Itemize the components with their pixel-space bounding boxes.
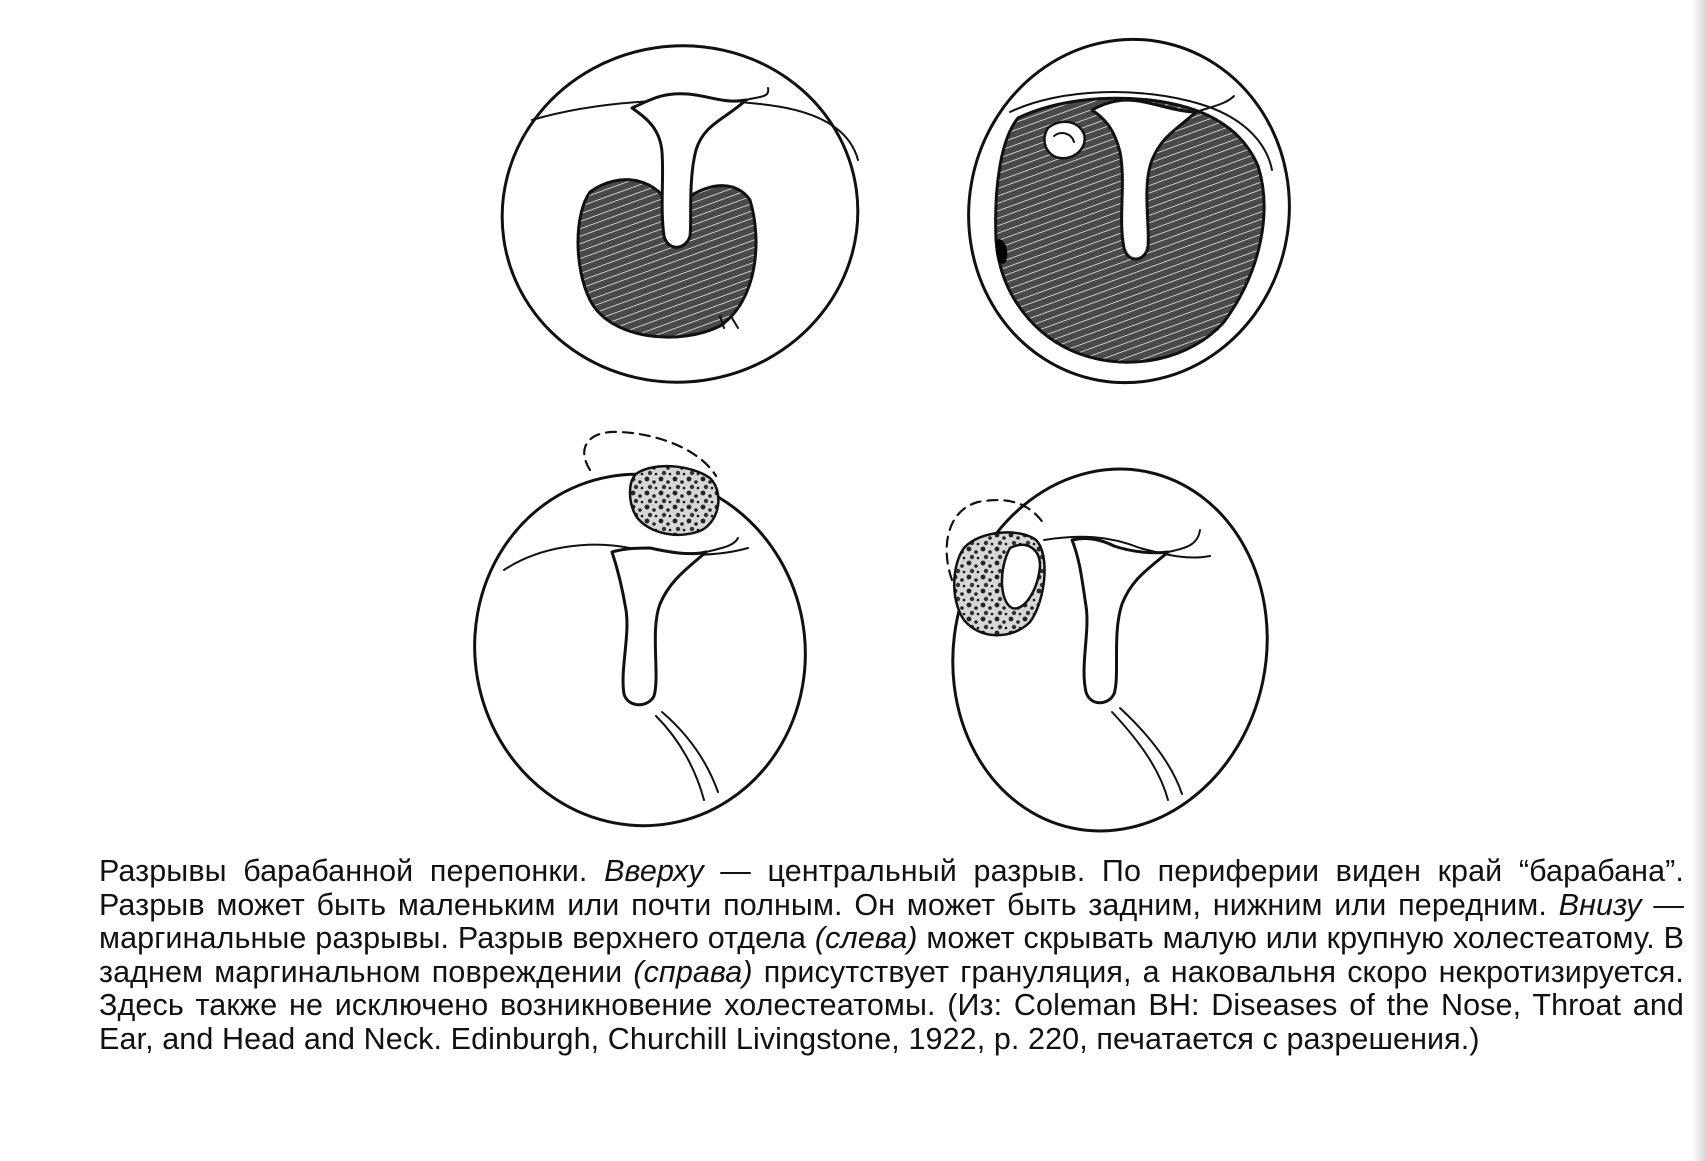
caption-text-3: — маргинальные разрывы. Разрыв верхнего отдела — [99, 887, 1684, 956]
malleus-handle — [1072, 538, 1168, 702]
caption-text-5: присутствует грануляция, а наковальня скоро некротизируется. Здесь также не исключено возникновение холестеатомы. (Из: Coleman BH: Diseases of the Nose, Throat and Ear, and Head and Neck. Edinburgh, Churchill Livingstone, 1922, p. 220, печатается с разрешения.) — [99, 954, 1684, 1056]
lateral-process — [746, 88, 768, 100]
figure-caption — [99, 855, 1684, 1057]
caption-text-1: Разрывы барабанной перепонки. — [99, 854, 605, 888]
ossicle-remnant — [1044, 122, 1084, 158]
caption-italic-bottom: Внизу — [1558, 887, 1642, 922]
lateral-process — [706, 538, 738, 552]
malleus-handle — [612, 548, 706, 705]
caption-italic-left: (слева) — [814, 921, 918, 956]
cholesteatoma — [630, 466, 718, 535]
caption-italic-top: Вверху — [604, 854, 704, 888]
caption-italic-right: (справа) — [633, 954, 753, 989]
page-edge-shadow — [1692, 0, 1706, 1161]
panel-bottom-left — [447, 432, 833, 852]
caption-text-4: может скрывать малую или крупную холестеатому. В заднем маргинальном повреждении — [99, 921, 1685, 989]
light-reflex — [1112, 708, 1182, 800]
light-reflex — [656, 712, 718, 800]
panel-top-right — [942, 14, 1317, 408]
panel-top-left — [480, 23, 879, 405]
panel-bottom-right — [920, 440, 1301, 860]
caption-text-2: — центральный разрыв. По периферии виден край “барабана”. Разрыв может быть маленьким или почти полным. Он может быть задним, нижним или передним. — [99, 854, 1684, 922]
lateral-process — [1168, 530, 1200, 552]
